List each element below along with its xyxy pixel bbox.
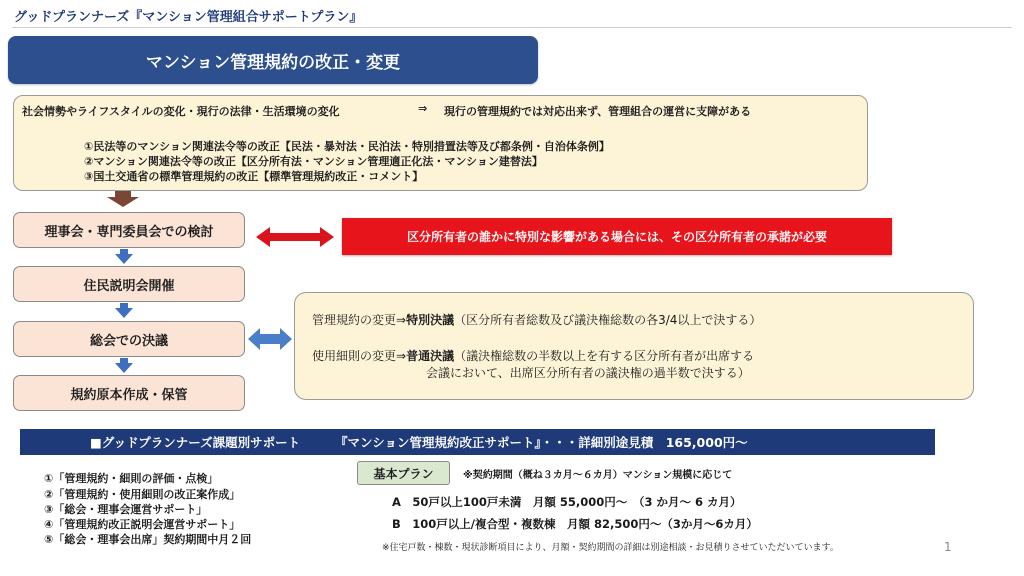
- reason-item: ②マンション関連法令等の改正【区分所有法・マンション管理適正化法・マンション建替法】: [84, 155, 543, 168]
- support-label: ■グッドプランナーズ課題別サポート: [90, 435, 301, 450]
- service-item: ④「管理規約改正説明会運営サポート」: [44, 518, 241, 531]
- special-prefix: 管理規約の変更⇒: [312, 313, 407, 327]
- down-arrow-icon: [115, 254, 133, 264]
- ordinary-detail-cont: 会議において、出席区分所有者の議決権の過半数で決する）: [426, 366, 750, 380]
- down-arrow-icon: [115, 308, 133, 318]
- reason-item: ③国土交通省の標準管理規約の改正【標準管理規約改正・コメント】: [84, 170, 424, 183]
- ordinary-term: 普通決議: [406, 349, 455, 363]
- header-title: グッドプランナーズ『マンション管理組合サポートプラン』: [14, 10, 363, 25]
- down-arrow-icon: [115, 363, 133, 373]
- plan-line-a: A 50戸以上100戸未満 月額 55,000円～ （3 か月～ 6 カ月）: [392, 495, 742, 509]
- special-detail: （区分所有者総数及び議決権総数の各3/4以上で決する）: [454, 313, 762, 327]
- resolution-box: [294, 292, 974, 400]
- double-arrow-blue-icon: [248, 328, 292, 350]
- ordinary-detail: （議決権総数の半数以上を有する区分所有者が出席する: [454, 349, 755, 363]
- header-divider: [12, 27, 1012, 28]
- service-item: ⑤「総会・理事会出席」契約期間中月２回: [44, 533, 252, 546]
- special-resolution: [312, 311, 761, 328]
- context-cause: 社会情勢やライフスタイルの変化・現行の法律・生活環境の変化: [22, 105, 340, 118]
- approval-note: 区分所有者の誰かに特別な影響がある場合には、その区分所有者の承諾が必要: [342, 218, 892, 255]
- flow-arrow-head-icon: [107, 197, 139, 207]
- step-original-storage: 規約原本作成・保管: [13, 375, 245, 411]
- page-number: 1: [944, 540, 952, 554]
- special-term: 特別決議: [406, 313, 455, 327]
- step-board-review: 理事会・専門委員会での検討: [13, 212, 245, 248]
- support-bar: [20, 429, 935, 455]
- reason-item: ①民法等のマンション関連法令等の改正【民法・暴対法・民泊法・特別措置法等及び都条例・自治体条例】: [84, 140, 610, 153]
- plan-note: ※契約期間（概ね３カ月～６カ月）マンション規模に応じて: [463, 470, 733, 481]
- service-item: ①「管理規約・細則の評価・点検」: [44, 472, 219, 485]
- basic-plan-badge: 基本プラン: [357, 461, 450, 485]
- ordinary-resolution: [312, 347, 754, 364]
- step-resident-briefing: 住民説明会開催: [13, 266, 245, 302]
- plan-line-b: B 100戸以上/複合型・複数棟 月額 82,500円～（3か月～6カ月）: [392, 517, 758, 531]
- footnote: ※住宅戸数・棟数・現状診断項目により、月額・契約期間の詳細は別途相談・お見積りさせていただいています。: [382, 543, 839, 553]
- ordinary-prefix: 使用細則の変更⇒: [312, 349, 407, 363]
- support-plan: 『マンション管理規約改正サポート』・・・詳細別途見積 165,000円～: [335, 435, 748, 450]
- page-title: マンション管理規約の改正・変更: [8, 36, 538, 84]
- service-item: ②「管理規約・使用細則の改正案作成」: [44, 488, 241, 501]
- double-arrow-red-icon: [256, 227, 334, 247]
- context-result: 現行の管理規約では対応出来ず、管理組合の運営に支障がある: [444, 105, 752, 118]
- context-arrow: ⇒: [418, 102, 428, 115]
- service-item: ③「総会・理事会運営サポート」: [44, 503, 208, 516]
- step-general-meeting-resolution: 総会での決議: [13, 321, 245, 357]
